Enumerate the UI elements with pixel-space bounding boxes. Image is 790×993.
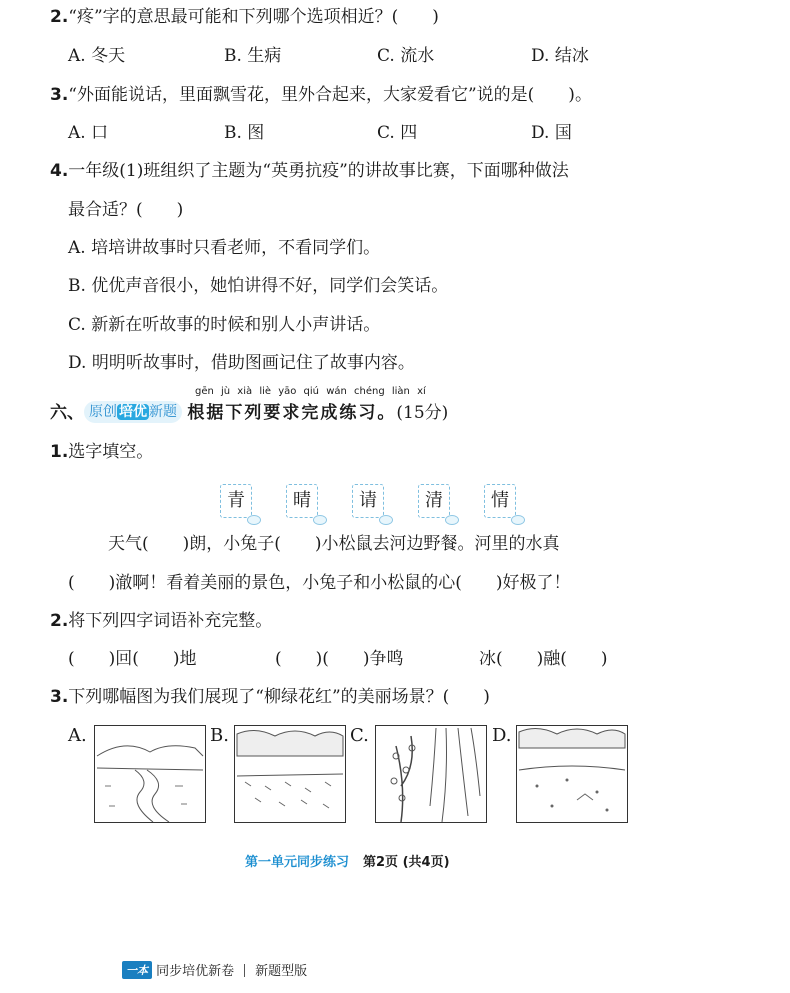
fill-text-line1: 天气( )朗，小兔子( )小松鼠去河边野餐。河里的水真	[108, 534, 560, 554]
picture-label-d[interactable]: D.	[492, 725, 512, 746]
picture-a-river-mountains[interactable]	[94, 725, 206, 823]
option-d[interactable]: D. 国	[531, 123, 572, 143]
card-char: 晴	[293, 490, 311, 511]
idiom-blank[interactable]: 冰( )融( )	[479, 649, 608, 669]
question-2	[50, 6, 439, 28]
section-title: 根据下列要求完成练习。	[187, 403, 397, 423]
picture-b-rain[interactable]	[234, 725, 346, 823]
char-card[interactable]	[220, 484, 252, 518]
option-a[interactable]: A. 培培讲故事时只看老师，不看同学们。	[68, 238, 381, 258]
idiom-blank[interactable]: ( )回( )地	[68, 649, 197, 669]
char-card[interactable]	[286, 484, 318, 518]
book-footer	[122, 960, 307, 979]
original-badge	[84, 401, 182, 423]
card-char: 请	[359, 490, 377, 511]
card-char: 情	[491, 490, 509, 511]
option-c[interactable]: C. 四	[377, 123, 418, 143]
part-title: 选字填空。	[68, 442, 154, 462]
badge-post: 新题	[149, 404, 177, 420]
question-number: 4.	[50, 161, 69, 181]
question-text: 一年级(1)班组织了主题为“英勇抗疫”的讲故事比赛，下面哪种做法	[68, 161, 569, 181]
question-4	[50, 160, 569, 182]
option-d[interactable]: D. 明明听故事时，借助图画记住了故事内容。	[68, 353, 415, 373]
part-1-title	[50, 441, 153, 463]
picture-label-b[interactable]: B.	[210, 725, 229, 746]
picture-d-snow-field[interactable]	[516, 725, 628, 823]
char-card[interactable]	[484, 484, 516, 518]
option-a[interactable]: A. 口	[68, 123, 109, 143]
footer-divider	[244, 964, 245, 977]
pinyin-annotation: gēn jù xià liè yāo qiú wán chéng liàn xí	[195, 386, 426, 397]
section-number: 六、	[50, 403, 84, 423]
char-card[interactable]	[352, 484, 384, 518]
picture-label-a[interactable]: A.	[68, 725, 87, 746]
part-number: 1.	[50, 442, 69, 462]
question-4-line2: 最合适？( )	[68, 200, 184, 220]
section-heading	[50, 400, 448, 426]
unit-label: 第一单元同步练习	[245, 855, 350, 870]
option-b[interactable]: B. 优优声音很小，她怕讲得不好，同学们会笑话。	[68, 276, 449, 296]
option-c[interactable]: C. 新新在听故事的时候和别人小声讲话。	[68, 315, 381, 335]
badge-pre: 原创	[89, 404, 117, 420]
fill-text-line2: ( )澈啊！看着美丽的景色，小兔子和小松鼠的心( )好极了！	[68, 573, 571, 593]
option-d[interactable]: D. 结冰	[531, 46, 589, 66]
card-char: 清	[425, 490, 443, 511]
char-card[interactable]	[418, 484, 450, 518]
question-3	[50, 84, 592, 106]
page-footer	[245, 851, 450, 870]
edition-name: 新题型版	[255, 964, 308, 979]
option-a[interactable]: A. 冬天	[68, 46, 126, 66]
question-number: 3.	[50, 85, 69, 105]
question-text: “外面能说话，里面飘雪花，里外合起来，大家爱看它”说的是( )。	[68, 85, 592, 105]
section-score: (15分)	[396, 403, 449, 423]
publisher-logo: 一本	[122, 961, 152, 979]
picture-label-c[interactable]: C.	[350, 725, 369, 746]
option-c[interactable]: C. 流水	[377, 46, 435, 66]
part-number: 3.	[50, 687, 69, 707]
series-name: 同步培优新卷	[156, 964, 235, 979]
card-char: 青	[227, 490, 245, 511]
part-title: 将下列四字词语补充完整。	[68, 611, 273, 631]
part-2-title	[50, 610, 272, 632]
option-b[interactable]: B. 生病	[224, 46, 282, 66]
picture-c-willow-flowers[interactable]	[375, 725, 487, 823]
part-3-title	[50, 686, 490, 708]
badge-strong: 培优	[119, 404, 147, 420]
part-number: 2.	[50, 611, 69, 631]
part-title: 下列哪幅图为我们展现了“柳绿花红”的美丽场景？( )	[68, 687, 490, 707]
question-number: 2.	[50, 7, 69, 27]
option-b[interactable]: B. 图	[224, 123, 265, 143]
idiom-blank[interactable]: ( )( )争鸣	[275, 649, 404, 669]
page-number: 第2页 (共4页)	[363, 855, 450, 870]
question-text: “疼”字的意思最可能和下列哪个选项相近？( )	[68, 7, 439, 27]
